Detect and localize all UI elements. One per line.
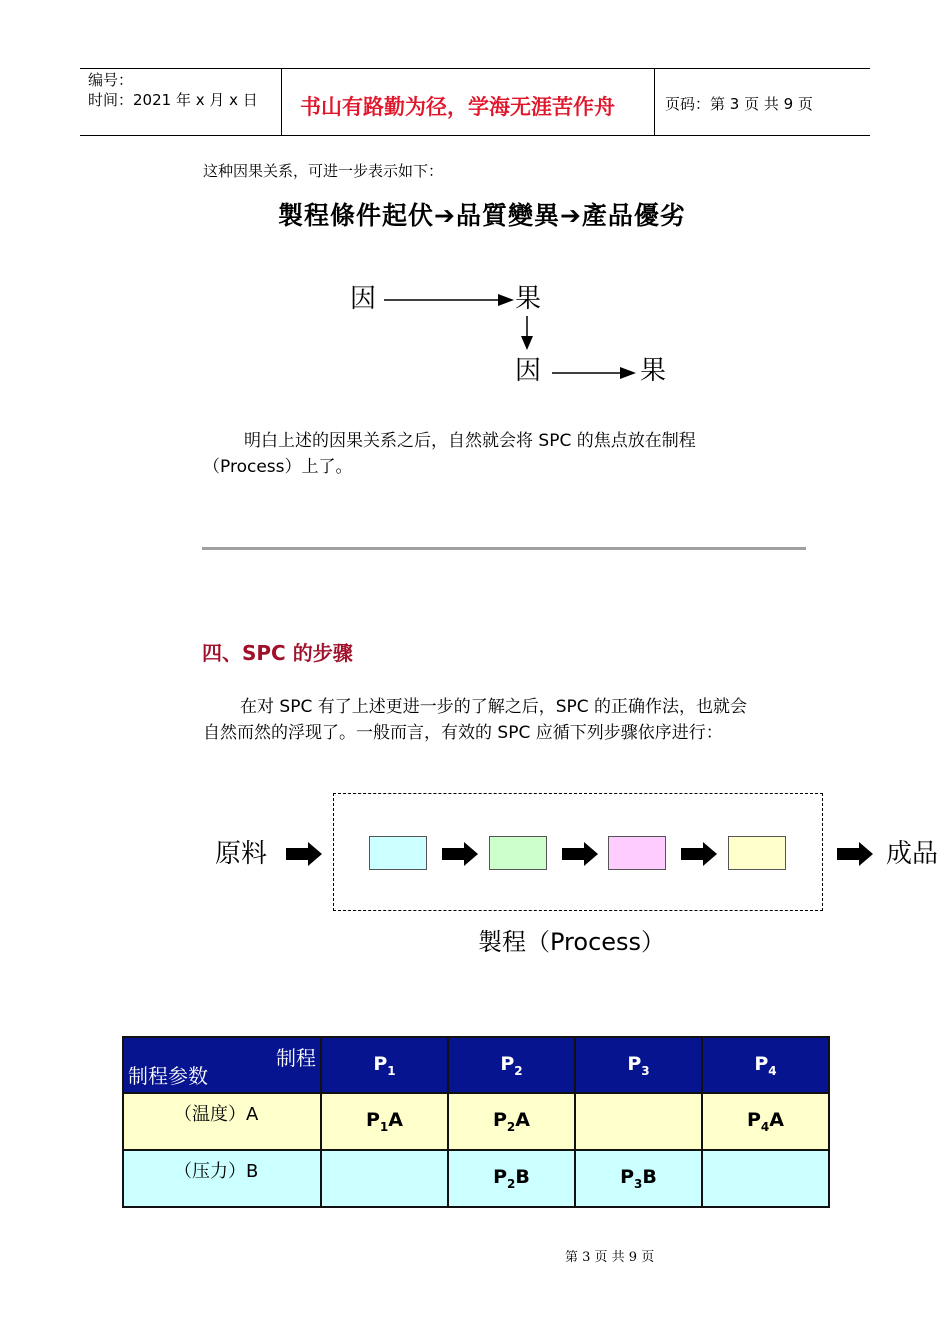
cause-label-2: 因 — [515, 356, 542, 386]
arrow-right-icon — [560, 841, 600, 867]
header-time-label: 时间：2021 年 x 月 x 日 — [88, 91, 258, 109]
table-cell — [575, 1093, 702, 1150]
arrow-cause-to-effect-2 — [550, 363, 640, 383]
table-row — [123, 1150, 829, 1207]
arrow-cause-to-effect-1 — [382, 290, 516, 310]
table-corner-cell — [123, 1037, 321, 1093]
header-number-label: 编号： — [88, 71, 134, 89]
table-cell: $P_2B$ — [448, 1150, 575, 1207]
process-step-box-1 — [369, 836, 427, 870]
table-cell: $P_1A$ — [321, 1093, 448, 1150]
input-raw-material-label: 原料 — [215, 839, 268, 869]
header-bottom-rule — [80, 135, 870, 136]
output-product-label: 成品 — [886, 839, 939, 869]
table-cell: $P_2A$ — [448, 1093, 575, 1150]
column-header: $P_1$ — [321, 1037, 448, 1093]
header-page-label: 页码：第 3 页 共 9 页 — [665, 95, 813, 113]
page-footer: 第 3 页 共 9 页 — [565, 1250, 655, 1265]
corner-top-label: 制程 — [276, 1046, 316, 1070]
header-top-rule — [80, 68, 870, 69]
header-divider-right — [654, 68, 655, 136]
process-parameter-table — [122, 1036, 830, 1208]
arrow-down — [517, 314, 537, 354]
arrow-right-icon — [835, 841, 875, 867]
corner-bottom-label: 制程参数 — [128, 1064, 208, 1088]
column-header: $P_4$ — [702, 1037, 829, 1093]
process-caption: 製程（Process） — [478, 928, 666, 956]
table-cell — [321, 1150, 448, 1207]
process-step-box-2 — [489, 836, 547, 870]
cause-chain-heading: 製程條件起伏➔品質變異➔產品優劣 — [278, 201, 686, 230]
horizontal-rule — [202, 547, 806, 550]
row-label: （温度）A — [123, 1093, 321, 1150]
arrow-right-icon — [679, 841, 719, 867]
intro-text: 这种因果关系，可进一步表示如下： — [203, 162, 444, 180]
table-header-row — [123, 1037, 829, 1093]
table-row — [123, 1093, 829, 1150]
table-cell: $P_3B$ — [575, 1150, 702, 1207]
table-cell: $P_4A$ — [702, 1093, 829, 1150]
paragraph-2-line-2: 自然而然的浮现了。一般而言，有效的 SPC 应循下列步骤依序进行： — [203, 723, 723, 743]
arrow-right-icon — [284, 841, 324, 867]
process-step-box-3 — [608, 836, 666, 870]
row-label: （压力）B — [123, 1150, 321, 1207]
effect-label-2: 果 — [640, 356, 667, 386]
effect-label-1: 果 — [515, 284, 542, 314]
process-step-box-4 — [728, 836, 786, 870]
header-motto: 书山有路勤为径，学海无涯苦作舟 — [300, 95, 615, 119]
table-cell — [702, 1150, 829, 1207]
section-title: 四、SPC 的步骤 — [202, 641, 353, 665]
arrow-right-icon — [440, 841, 480, 867]
cause-label-1: 因 — [350, 284, 377, 314]
paragraph-2-line-1: 在对 SPC 有了上述更进一步的了解之后，SPC 的正确作法，也就会 — [240, 697, 748, 717]
column-header: $P_2$ — [448, 1037, 575, 1093]
paragraph-1-line-1: 明白上述的因果关系之后，自然就会将 SPC 的焦点放在制程 — [244, 431, 696, 451]
paragraph-1-line-2: （Process）上了。 — [203, 457, 353, 477]
column-header: $P_3$ — [575, 1037, 702, 1093]
header-divider-left — [281, 68, 282, 136]
